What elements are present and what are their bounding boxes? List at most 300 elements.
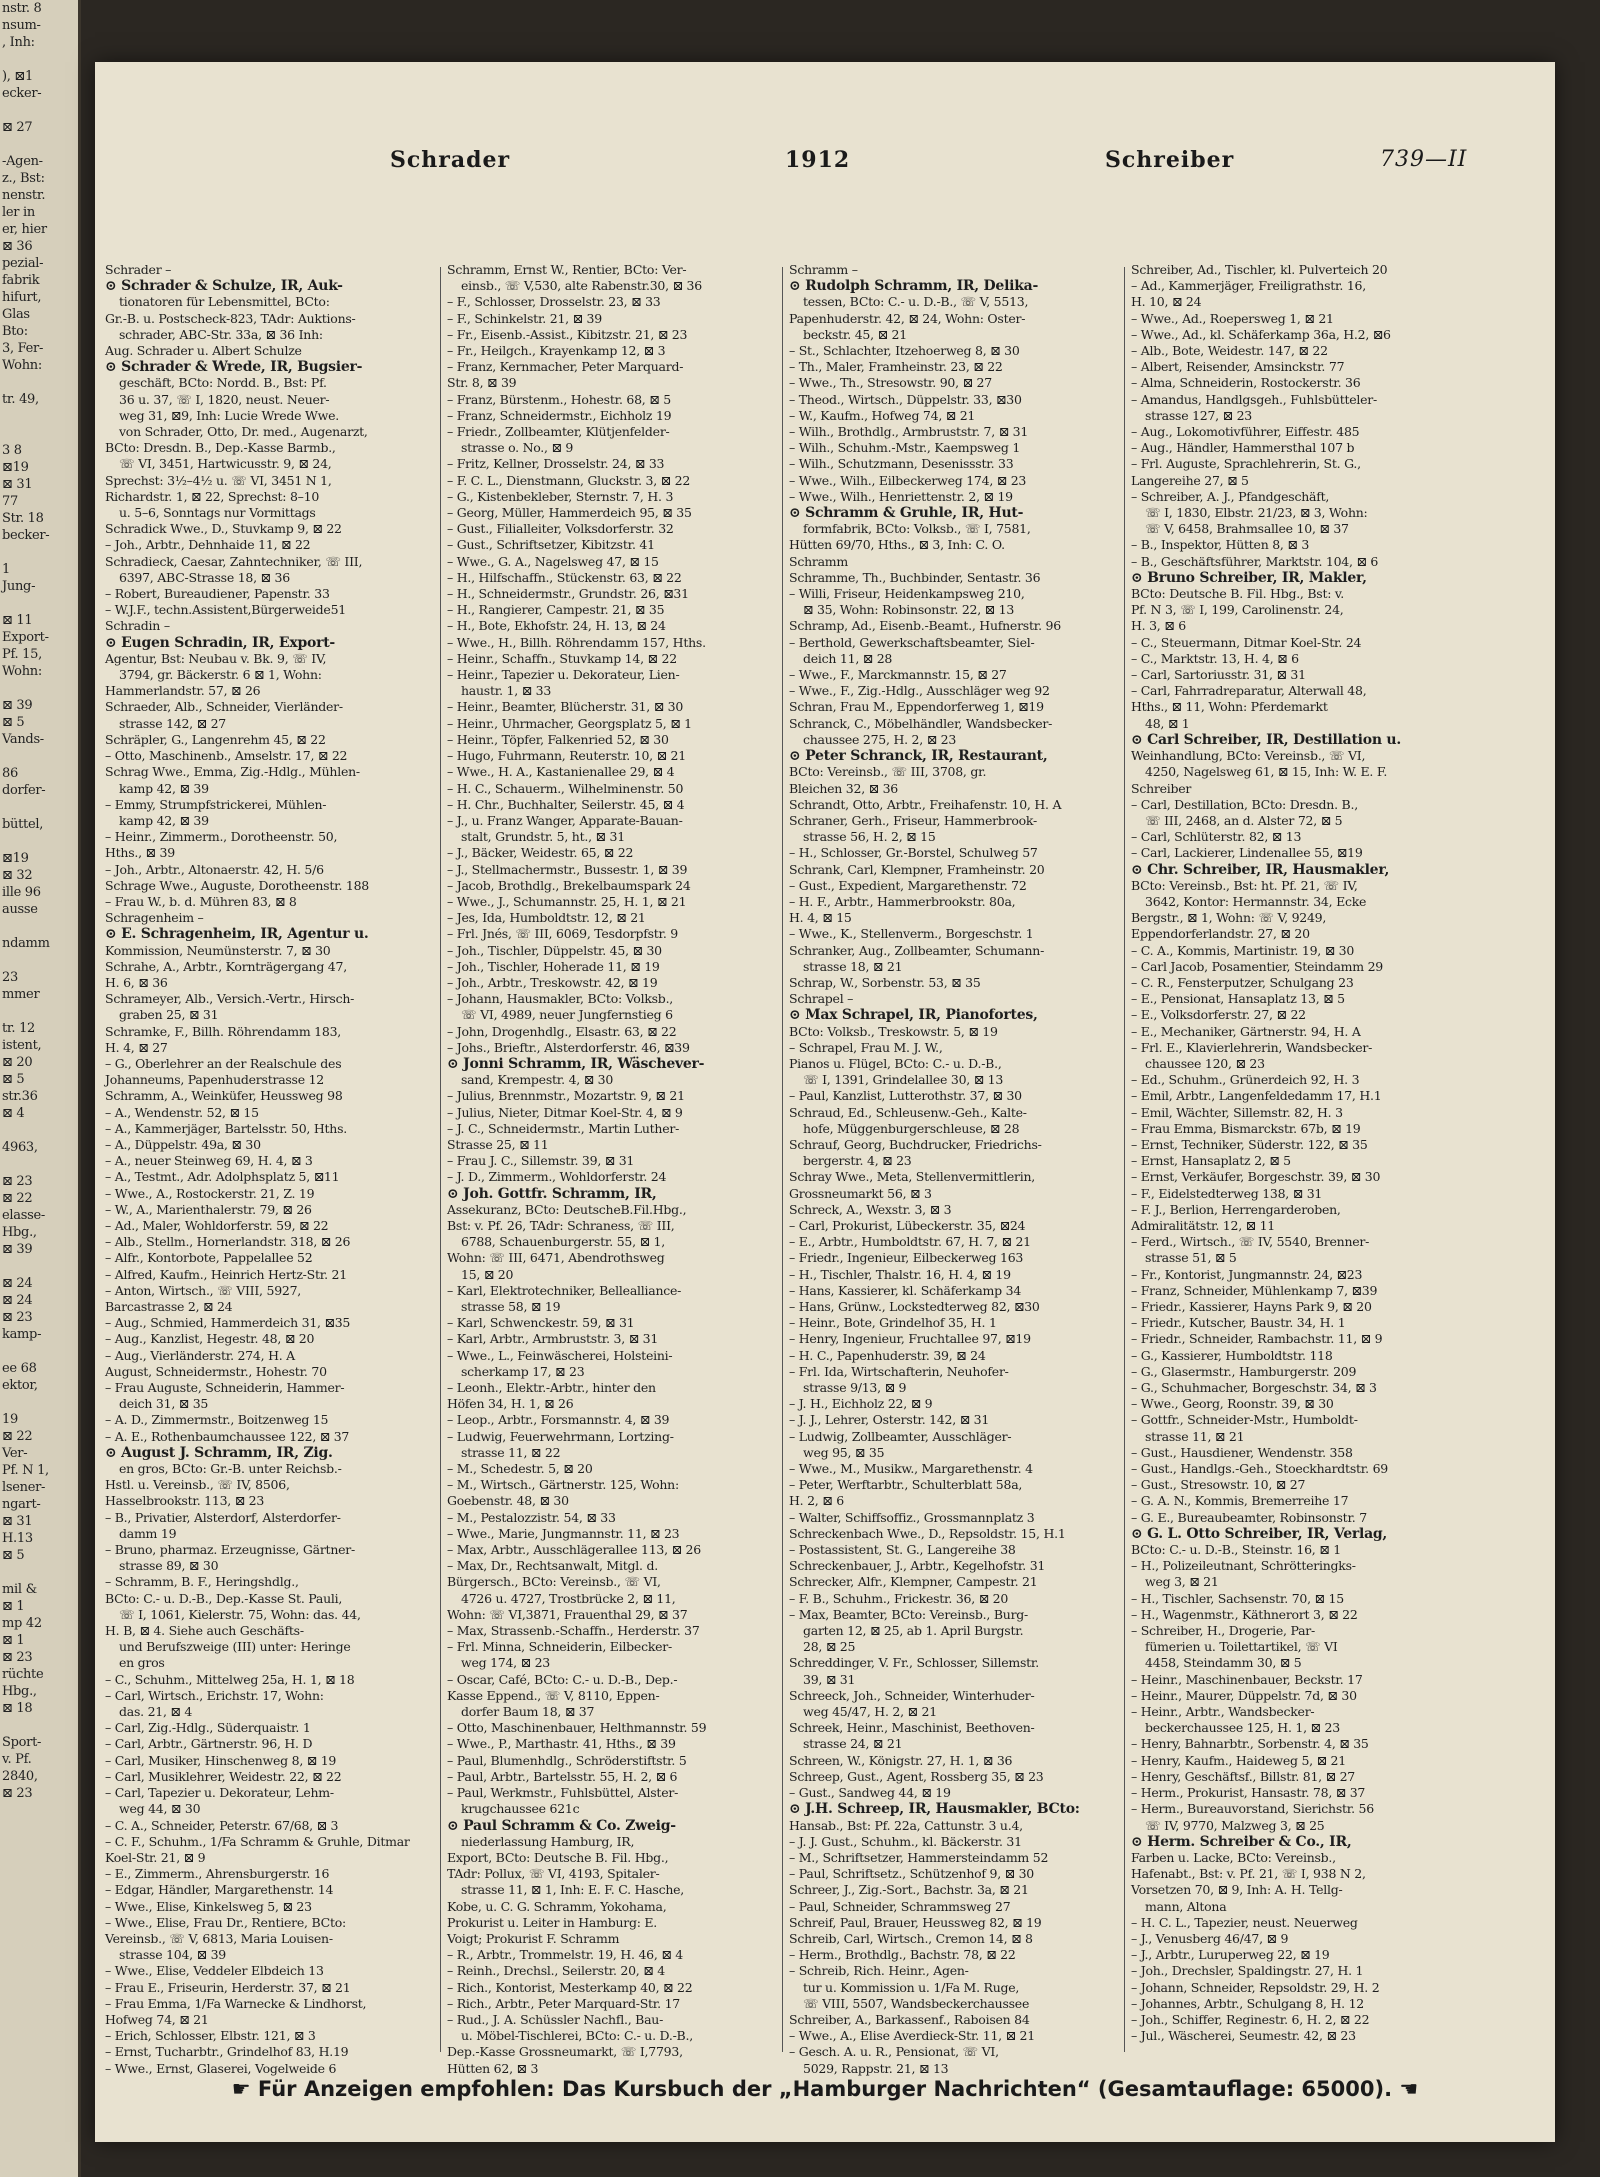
directory-entry-line: – Frau Emma, Bismarckstr. 67b, ⊠ 19 [1131, 1120, 1361, 1136]
directory-entry-line: – M., Pestalozzistr. 54, ⊠ 33 [447, 1509, 616, 1525]
margin-fragment: fabrik [2, 273, 40, 288]
directory-entry-line: – W., A., Marienthalerstr. 79, ⊠ 26 [105, 1201, 312, 1217]
directory-entry-line: Pianos u. Flügel, BCto: C.- u. D.-B., [789, 1055, 1002, 1071]
directory-entry-line: strasse 142, ⊠ 27 [119, 715, 226, 731]
directory-entry-line: – Gust., Expedient, Margarethenstr. 72 [789, 877, 1027, 893]
directory-entry-line: – Jacob, Brothdlg., Brekelbaumspark 24 [447, 877, 691, 893]
directory-entry-line: – Johs., Brieftr., Alsterdorferstr. 46, ⊠39 [447, 1039, 690, 1055]
directory-entry-line: Kasse Eppend., ☏ V, 8110, Eppen- [447, 1687, 660, 1703]
directory-entry-line: – Ludwig, Feuerwehrmann, Lortzing- [447, 1428, 674, 1444]
directory-entry-line: Schreiber, Ad., Tischler, kl. Pulverteich 20 [1131, 262, 1388, 277]
directory-entry-line: – Joh., Arbtr., Altonaerstr. 42, H. 5/6 [105, 861, 324, 877]
margin-fragment: ⊠ 4 [2, 1106, 25, 1121]
directory-entry-line: – F. J., Berlion, Herrengarderoben, [1131, 1201, 1341, 1217]
directory-entry-line: Pf. N 3, ☏ I, 199, Carolinenstr. 24, [1131, 602, 1344, 618]
directory-entry-line: ⊙ Jonni Schramm, IR, Wäschever- [447, 1055, 705, 1072]
directory-entry-line: deich 11, ⊠ 28 [803, 650, 893, 666]
directory-entry-line: – Wwe., Th., Stresowstr. 90, ⊠ 27 [789, 375, 992, 391]
directory-entry-line: – J. H., Eichholz 22, ⊠ 9 [789, 1396, 933, 1412]
directory-entry-line: – Johannes, Arbtr., Schulgang 8, H. 12 [1131, 1995, 1364, 2011]
directory-entry-line: weg 174, ⊠ 23 [461, 1655, 550, 1671]
directory-entry-line: – Carl, Destillation, BCto: Dresdn. B., [1131, 796, 1358, 812]
margin-fragment: ecker- [2, 86, 42, 101]
directory-entry-line: – Franz, Kernmacher, Peter Marquard- [447, 359, 684, 375]
directory-entry-line: ⊙ Bruno Schreiber, IR, Makler, [1131, 569, 1367, 586]
directory-entry-line: – Carl, Schlüterstr. 82, ⊠ 13 [1131, 829, 1302, 845]
directory-entry-line: Gr.-B. u. Postscheck-823, TAdr: Auktions- [105, 310, 356, 326]
margin-fragment: 1 [2, 562, 10, 577]
directory-entry-line: Schreep, Gust., Agent, Rossberg 35, ⊠ 23 [789, 1768, 1044, 1784]
directory-entry-line: – Aug., Lokomotivführer, Eiffestr. 485 [1131, 424, 1360, 440]
directory-entry-line: Johanneums, Papenhuderstrasse 12 [105, 1072, 325, 1088]
directory-entry-line: deich 31, ⊠ 35 [119, 1396, 209, 1412]
directory-entry-line: fümerien u. Toilettartikel, ☏ VI [1145, 1639, 1338, 1655]
directory-entry-line: – Th., Maler, Framheinstr. 23, ⊠ 22 [789, 359, 1003, 375]
directory-entry-line: – Friedr., Ingenieur, Eilbeckerweg 163 [789, 1250, 1024, 1266]
margin-fragment: mil & [2, 1582, 37, 1597]
directory-entry-line: strasse 89, ⊠ 30 [119, 1558, 219, 1574]
directory-entry-line: – Wwe., Elise, Frau Dr., Rentiere, BCto: [105, 1914, 346, 1930]
directory-entry-line: BCto: C.- u. D.-B., Steinstr. 16, ⊠ 1 [1131, 1542, 1341, 1558]
directory-entry-line: Schragenheim – [105, 910, 204, 926]
directory-entry-line: – Frl. E., Klavierlehrerin, Wandsbecker- [1131, 1039, 1373, 1055]
directory-entry-line: – Georg, Müller, Hammerdeich 95, ⊠ 35 [447, 505, 692, 521]
directory-entry-line: – Reinh., Drechsl., Seilerstr. 20, ⊠ 4 [447, 1963, 665, 1979]
margin-fragment: ⊠ 36 [2, 239, 33, 254]
directory-entry-line: – H., Polizeileutnant, Schrötteringks- [1131, 1558, 1356, 1574]
directory-entry-line: ⊙ Rudolph Schramm, IR, Delika- [789, 278, 1039, 295]
margin-fragment [0, 1156, 78, 1173]
directory-entry-line: Schramme, Th., Buchbinder, Sentastr. 36 [789, 569, 1041, 585]
directory-entry-line: – C. A., Schneider, Peterstr. 67/68, ⊠ 3 [105, 1817, 339, 1833]
margin-fragment: ), ⊠1 [2, 69, 34, 84]
directory-entry-line: – Anton, Wirtsch., ☏ VIII, 5927, [105, 1282, 302, 1298]
directory-entry-line: Vereinsb., ☏ V, 6813, Maria Louisen- [105, 1930, 333, 1946]
margin-fragment: ⊠ 22 [2, 1191, 33, 1206]
directory-entry-line: ☏ III, 2468, an d. Alster 72, ⊠ 5 [1145, 812, 1343, 828]
directory-entry-line: BCto: Vereinsb., ☏ III, 3708, gr. [789, 764, 987, 780]
directory-entry-line: – Albert, Reisender, Amsinckstr. 77 [1131, 359, 1345, 375]
margin-fragment: Wohn: [2, 664, 42, 679]
directory-entry-line: – A. D., Zimmermstr., Boitzenweg 15 [105, 1412, 329, 1428]
directory-entry-line: ⊙ G. L. Otto Schreiber, IR, Verlag, [1131, 1525, 1388, 1542]
directory-page [95, 62, 1555, 2142]
directory-entry-line: – Wwe., H., Billh. Röhrendamm 157, Hths. [447, 634, 706, 650]
directory-entry-line: – Frau W., b. d. Mühren 83, ⊠ 8 [105, 893, 297, 909]
directory-entry-line: – C., Marktstr. 13, H. 4, ⊠ 6 [1131, 650, 1299, 666]
margin-fragment: elasse- [2, 1208, 45, 1223]
directory-entry-line: strasse 51, ⊠ 5 [1145, 1250, 1237, 1266]
directory-entry-line: – Ferd., Wirtsch., ☏ IV, 5540, Brenner- [1131, 1234, 1370, 1250]
directory-entry-line: – J., Arbtr., Luruperweg 22, ⊠ 19 [1131, 1947, 1330, 1963]
directory-entry-line: Schräpler, G., Langenrehm 45, ⊠ 22 [105, 731, 326, 747]
directory-entry-line: – Ernst, Tucharbtr., Grindelhof 83, H.19 [105, 2044, 349, 2060]
directory-entry-line: – Wwe., H. A., Kastanienallee 29, ⊠ 4 [447, 764, 675, 780]
directory-entry-line: – Heinr., Arbtr., Wandsbecker- [1131, 1704, 1315, 1720]
directory-entry-line: – Schreiber, A. J., Pfandgeschäft, [1131, 488, 1330, 504]
margin-fragment [0, 748, 78, 765]
directory-entry-line: – Jul., Wäscherei, Seumestr. 42, ⊠ 23 [1131, 2028, 1356, 2044]
margin-fragment: mmer [2, 987, 40, 1002]
directory-entry-line: – Gesch. A. u. R., Pensionat, ☏ VI, [789, 2044, 999, 2060]
directory-entry-line: u. Möbel-Tischlerei, BCto: C.- u. D.-B., [461, 2028, 693, 2044]
directory-entry-line: weg 31, ⊠9, Inh: Lucie Wrede Wwe. [119, 407, 339, 423]
directory-entry-line: ⊙ J.H. Schreep, IR, Hausmakler, BCto: [789, 1801, 1080, 1818]
directory-entry-line: Richardstr. 1, ⊠ 22, Sprechst: 8–10 [105, 488, 320, 504]
directory-entry-line: – Bruno, pharmaz. Erzeugnisse, Gärtner- [105, 1542, 355, 1558]
directory-entry-line: – E., Zimmerm., Ahrensburgerstr. 16 [105, 1866, 330, 1882]
directory-entry-line: – Fr., Kontorist, Jungmannstr. 24, ⊠23 [1131, 1266, 1363, 1282]
margin-fragment: Glas [2, 307, 30, 322]
directory-entry-line: tessen, BCto: C.- u. D.-B., ☏ V, 5513, [803, 294, 1029, 310]
directory-entry-line: ⊙ Schrader & Wrede, IR, Bugsier- [105, 359, 363, 376]
directory-entry-line: ⊙ August J. Schramm, IR, Zig. [105, 1444, 333, 1461]
directory-entry-line: – Hans, Grünw., Lockstedterweg 82, ⊠30 [789, 1299, 1040, 1314]
directory-entry-line: graben 25, ⊠ 31 [119, 1007, 219, 1023]
directory-entry-line: ⊙ Max Schrapel, IR, Pianofortes, [789, 1007, 1038, 1024]
header-left-keyword: Schrader [390, 147, 511, 173]
directory-entry-line: weg 3, ⊠ 21 [1145, 1574, 1219, 1590]
directory-entry-line: dorfer Baum 18, ⊠ 37 [461, 1704, 595, 1720]
directory-entry-line: – Frau J. C., Sillemstr. 39, ⊠ 31 [447, 1153, 635, 1169]
directory-entry-line: – Wwe., Elise, Veddeler Elbdeich 13 [105, 1963, 324, 1979]
directory-entry-line: – Friedr., Kutscher, Baustr. 34, H. 1 [1131, 1315, 1346, 1331]
margin-fragment: ngart- [2, 1497, 41, 1512]
directory-entry-line: strasse o. No., ⊠ 9 [461, 440, 574, 456]
directory-entry-line: ⊠ 35, Wohn: Robinsonstr. 22, ⊠ 13 [803, 602, 1015, 618]
directory-entry-line: – Carl, Sartoriusstr. 31, ⊠ 31 [1131, 667, 1306, 683]
column-1 [105, 262, 435, 2076]
directory-entry-line: – Ad., Kammerjäger, Freiligrathstr. 16, [1131, 278, 1366, 294]
margin-fragment [0, 833, 78, 850]
directory-entry-line: beckerchaussee 125, H. 1, ⊠ 23 [1145, 1720, 1340, 1736]
directory-entry-line: – Carl, Arbtr., Gärtnerstr. 96, H. D [105, 1736, 313, 1752]
directory-entry-line: – J., Bäcker, Weidestr. 65, ⊠ 22 [447, 845, 634, 861]
margin-fragment: ⊠ 32 [2, 868, 33, 883]
directory-entry-line: – Edgar, Händler, Margarethenstr. 14 [105, 1882, 334, 1898]
directory-entry-line: – Wilh., Schuhm.-Mstr., Kaempsweg 1 [789, 440, 1021, 456]
directory-entry-line: – Heinr., Maurer, Düppelstr. 7d, ⊠ 30 [1131, 1687, 1357, 1703]
column-4 [1131, 262, 1461, 2052]
directory-entry-line: – Frl. Minna, Schneiderin, Eilbecker- [447, 1639, 672, 1655]
directory-entry-line: – Wwe., M., Musikw., Margarethenstr. 4 [789, 1461, 1033, 1477]
margin-fragment: ⊠ 22 [2, 1429, 33, 1444]
directory-entry-line: Str. 8, ⊠ 39 [447, 375, 517, 391]
directory-entry-line: – Joh., Drechsler, Spaldingstr. 27, H. 1 [1131, 1963, 1364, 1979]
directory-entry-line: chaussee 275, H. 2, ⊠ 23 [803, 731, 957, 747]
margin-fragment: ⊠ 5 [2, 715, 25, 730]
directory-entry-line: – Henry, Ingenieur, Fruchtallee 97, ⊠19 [789, 1331, 1031, 1347]
directory-entry-line: – A. E., Rothenbaumchaussee 122, ⊠ 37 [105, 1428, 350, 1444]
directory-entry-line: – Wwe., A., Rostockerstr. 21, Z. 19 [105, 1185, 315, 1201]
directory-entry-line: Schraeder, Alb., Schneider, Vierländer- [105, 699, 343, 715]
directory-entry-line: – Karl, Schwenckestr. 59, ⊠ 31 [447, 1315, 635, 1331]
directory-entry-line: – Franz, Schneider, Mühlenkamp 7, ⊠39 [1131, 1282, 1378, 1298]
header-right-keyword: Schreiber [1105, 147, 1235, 173]
directory-entry-line: – Erich, Schlosser, Elbstr. 121, ⊠ 3 [105, 2028, 316, 2044]
margin-fragment: Ver- [2, 1446, 28, 1461]
directory-entry-line: – Schreib, Rich. Heinr., Agen- [789, 1963, 969, 1979]
margin-fragment: ausse [2, 902, 38, 917]
directory-entry-line: – E., Arbtr., Humboldtstr. 67, H. 7, ⊠ 21 [789, 1234, 1031, 1250]
directory-entry-line: Eppendorferlandstr. 27, ⊠ 20 [1131, 926, 1310, 942]
directory-entry-line: – Wwe., L., Feinwäscherei, Holsteini- [447, 1347, 673, 1363]
directory-entry-line: beckstr. 45, ⊠ 21 [803, 326, 907, 342]
directory-entry-line: – Frl. Ida, Wirtschafterin, Neuhofer- [789, 1363, 1009, 1379]
directory-entry-line: – Alma, Schneiderin, Rostockerstr. 36 [1131, 375, 1361, 391]
directory-entry-line: Schrauf, Georg, Buchdrucker, Friedrichs- [789, 1136, 1042, 1152]
directory-entry-line: – Aug., Schmied, Hammerdeich 31, ⊠35 [105, 1315, 351, 1331]
page-header [95, 147, 1555, 187]
margin-fragment: 19 [2, 1412, 18, 1427]
directory-entry-line: Kobe, u. C. G. Schramm, Yokohama, [447, 1898, 667, 1914]
directory-entry-line: – Herm., Brothdlg., Bachstr. 78, ⊠ 22 [789, 1947, 1016, 1963]
directory-entry-line: BCto: Volksb., Treskowstr. 5, ⊠ 19 [789, 1023, 998, 1039]
directory-entry-line: Schraner, Gerh., Friseur, Hammerbrook- [789, 812, 1037, 828]
directory-entry-line: – H., Wagenmstr., Käthnerort 3, ⊠ 22 [1131, 1606, 1358, 1622]
directory-entry-line: – C. R., Fensterputzer, Schulgang 23 [1131, 974, 1354, 990]
column-divider [440, 267, 441, 2052]
directory-entry-line: 28, ⊠ 25 [803, 1639, 856, 1655]
directory-entry-line: BCto: Deutsche B. Fil. Hbg., Bst: v. [1131, 586, 1344, 602]
directory-entry-line: Hütten 69/70, Hths., ⊠ 3, Inh: C. O. [789, 537, 1005, 553]
directory-entry-line: garten 12, ⊠ 25, ab 1. April Burgstr. [803, 1623, 1024, 1639]
directory-entry-line: – C., Steuermann, Ditmar Koel-Str. 24 [1131, 634, 1362, 650]
directory-entry-line: – Gust., Schriftsetzer, Kibitzstr. 41 [447, 537, 655, 553]
directory-entry-line: – St., Schlachter, Itzehoerweg 8, ⊠ 30 [789, 343, 1020, 359]
directory-entry-line: – J., Stellmachermstr., Bussestr. 1, ⊠ 39 [447, 861, 688, 877]
margin-fragment: nsum- [2, 18, 41, 33]
directory-entry-line: – Carl, Wirtsch., Erichstr. 17, Wohn: [105, 1687, 324, 1703]
directory-entry-line: – J. J. Gust., Schuhm., kl. Bäckerstr. 31 [789, 1833, 1022, 1849]
header-year: 1912 [785, 147, 851, 173]
directory-entry-line: – Heinr., Maschinenbauer, Beckstr. 17 [1131, 1671, 1363, 1687]
directory-entry-line: – H., Bote, Ekhofstr. 24, H. 13, ⊠ 24 [447, 618, 666, 634]
directory-entry-line: – G., Kassierer, Humboldtstr. 118 [1131, 1347, 1333, 1363]
directory-entry-line: – A., Wendenstr. 52, ⊠ 15 [105, 1104, 259, 1120]
directory-entry-line: strasse 18, ⊠ 21 [803, 958, 903, 974]
directory-entry-line: – Wwe., A., Elise Averdieck-Str. 11, ⊠ 21 [789, 2028, 1035, 2044]
margin-fragment: ⊠19 [2, 851, 29, 866]
directory-entry-line: – F. C. L., Dienstmann, Gluckstr. 3, ⊠ 22 [447, 472, 691, 488]
directory-entry-line: – Amandus, Handlgsgeh., Fuhlsbütteler- [1131, 391, 1377, 407]
directory-entry-line: – Max, Strassenb.-Schaffn., Herderstr. 37 [447, 1623, 700, 1639]
directory-entry-line: – H. C., Schauerm., Wilhelminenstr. 50 [447, 780, 684, 796]
margin-fragment: rüchte [2, 1667, 44, 1682]
directory-entry-line: Schramm – [789, 262, 858, 277]
directory-entry-line: H. 4, ⊠ 15 [789, 910, 852, 926]
directory-entry-line: Schramp, Ad., Eisenb.-Beamt., Hufnerstr. 96 [789, 618, 1061, 634]
directory-entry-line: – Aug., Kanzlist, Hegestr. 48, ⊠ 20 [105, 1331, 315, 1347]
directory-entry-line: Schrank, Carl, Klempner, Framheinstr. 20 [789, 861, 1045, 877]
margin-fragment [0, 1003, 78, 1020]
margin-fragment: Pf. N 1, [2, 1463, 49, 1478]
margin-fragment: kamp- [2, 1327, 42, 1342]
directory-entry-line: Schrandt, Otto, Arbtr., Freihafenstr. 10, H. A [789, 796, 1062, 812]
directory-entry-line: – Frau E., Friseurin, Herderstr. 37, ⊠ 21 [105, 1979, 351, 1995]
directory-entry-line: – Karl, Arbtr., Armbruststr. 3, ⊠ 31 [447, 1331, 659, 1347]
margin-fragment: ⊠ 11 [2, 613, 33, 628]
directory-entry-line: Höfen 34, H. 1, ⊠ 26 [447, 1396, 574, 1412]
directory-entry-line: – Berthold, Gewerkschaftsbeamter, Siel- [789, 634, 1035, 650]
directory-entry-line: 39, ⊠ 31 [803, 1671, 856, 1687]
margin-fragment: ⊠ 24 [2, 1276, 33, 1291]
directory-entry-line: – Robert, Bureaudiener, Papenstr. 33 [105, 586, 330, 602]
directory-entry-line: – Julius, Nieter, Ditmar Koel-Str. 4, ⊠ 9 [447, 1104, 683, 1120]
directory-entry-line: Papenhuderstr. 42, ⊠ 24, Wohn: Oster- [789, 310, 1026, 326]
directory-entry-line: – H., Schneidermstr., Grundstr. 26, ⊠31 [447, 586, 689, 602]
margin-fragment: z., Bst: [2, 171, 45, 186]
directory-entry-line: 6788, Schauenburgerstr. 55, ⊠ 1, [461, 1234, 665, 1250]
directory-entry-line: – Hans, Kassierer, kl. Schäferkamp 34 [789, 1282, 1022, 1298]
margin-fragment: dorfer- [2, 783, 46, 798]
directory-entry-line: – Emil, Arbtr., Langenfeldedamm 17, H.1 [1131, 1088, 1382, 1104]
directory-entry-line: – Carl, Lackierer, Lindenallee 55, ⊠19 [1131, 845, 1363, 861]
directory-entry-line: – Wwe., Georg, Roonstr. 39, ⊠ 30 [1131, 1396, 1334, 1412]
margin-fragment: ⊠ 31 [2, 477, 33, 492]
directory-entry-line: – Emmy, Strumpfstrickerei, Mühlen- [105, 796, 327, 812]
directory-entry-line: – J. C., Schneidermstr., Martin Luther- [447, 1120, 680, 1136]
directory-entry-line: – A., Düppelstr. 49a, ⊠ 30 [105, 1136, 261, 1152]
directory-entry-line: tionatoren für Lebensmittel, BCto: [119, 294, 330, 310]
directory-entry-line: Schradieck, Caesar, Zahntechniker, ☏ III, [105, 553, 363, 569]
directory-entry-line: – Paul, Arbtr., Bartelsstr. 55, H. 2, ⊠ 6 [447, 1768, 678, 1784]
margin-fragment: ler in [2, 205, 35, 220]
directory-entry-line: Schramm, A., Weinküfer, Heussweg 98 [105, 1088, 343, 1104]
directory-entry-line: 5029, Rappstr. 21, ⊠ 13 [803, 2060, 949, 2076]
margin-fragment: 86 [2, 766, 18, 781]
margin-fragment [0, 425, 78, 442]
directory-entry-line: – Herm., Bureauvorstand, Sierichstr. 56 [1131, 1801, 1374, 1817]
directory-entry-line: – Gust., Filialleiter, Volksdorferstr. 32 [447, 521, 674, 537]
directory-entry-line: Grossneumarkt 56, ⊠ 3 [789, 1185, 932, 1201]
directory-entry-line: 15, ⊠ 20 [461, 1266, 514, 1282]
directory-entry-line: – E., Pensionat, Hansaplatz 13, ⊠ 5 [1131, 991, 1345, 1007]
directory-entry-line: – Wwe., Marie, Jungmannstr. 11, ⊠ 23 [447, 1525, 680, 1541]
directory-entry-line: – Heinr., Schaffn., Stuvkamp 14, ⊠ 22 [447, 650, 677, 666]
directory-entry-line: – Wwe., F., Zig.-Hdlg., Ausschläger weg 92 [789, 683, 1050, 699]
directory-entry-line: – H. C., Papenhuderstr. 39, ⊠ 24 [789, 1347, 986, 1363]
directory-entry-line: – Ernst, Verkäufer, Borgeschstr. 39, ⊠ 30 [1131, 1169, 1381, 1185]
margin-fragment [0, 1343, 78, 1360]
directory-entry-line: niederlassung Hamburg, IR, [461, 1833, 635, 1849]
directory-entry-line: Sprechst: 3½–4½ u. ☏ VI, 3451 N 1, [105, 472, 332, 488]
directory-entry-line: ⊙ Peter Schranck, IR, Restaurant, [789, 748, 1048, 765]
directory-entry-line: – Alb., Stellm., Hornerlandstr. 318, ⊠ 26 [105, 1234, 351, 1250]
directory-entry-line: – Peter, Werftarbtr., Schulterblatt 58a, [789, 1477, 1023, 1493]
directory-entry-line: – Heinr., Bote, Grindelhof 35, H. 1 [789, 1315, 997, 1331]
directory-entry-line: – Friedr., Schneider, Rambachstr. 11, ⊠ 9 [1131, 1331, 1383, 1347]
directory-entry-line: ⊙ Herm. Schreiber & Co., IR, [1131, 1833, 1352, 1850]
directory-entry-line: – M., Schriftsetzer, Hammersteindamm 52 [789, 1849, 1049, 1865]
directory-entry-line: Schreer, J., Zig.-Sort., Bachstr. 3a, ⊠ 21 [789, 1882, 1029, 1898]
margin-fragment: 3 8 [2, 443, 22, 458]
directory-entry-line: – Rud., J. A. Schüssler Nachfl., Bau- [447, 2011, 664, 2027]
directory-entry-line: – B., Privatier, Alsterdorf, Alsterdorfer- [105, 1509, 341, 1525]
margin-fragment: lsener- [2, 1480, 46, 1495]
directory-entry-line: schrader, ABC-Str. 33a, ⊠ 36 Inh: [119, 326, 323, 342]
directory-entry-line: Schreib, Carl, Wirtsch., Cremon 14, ⊠ 8 [789, 1930, 1033, 1946]
directory-entry-line: H. 10, ⊠ 24 [1131, 294, 1202, 310]
directory-entry-line: – Henry, Geschäftsf., Billstr. 81, ⊠ 27 [1131, 1768, 1355, 1784]
directory-entry-line: strasse 56, H. 2, ⊠ 15 [803, 829, 936, 845]
margin-fragment: Wohn: [2, 358, 42, 373]
directory-entry-line: ⊙ Schrader & Schulze, IR, Auk- [105, 278, 343, 295]
directory-entry-line: – H., Tischler, Thalstr. 16, H. 4, ⊠ 19 [789, 1266, 1011, 1282]
directory-entry-line: ⊙ E. Schragenheim, IR, Agentur u. [105, 926, 369, 943]
directory-entry-line: – Postassistent, St. G., Langereihe 38 [789, 1542, 1016, 1558]
directory-entry-line: 48, ⊠ 1 [1145, 715, 1190, 731]
margin-fragment: ⊠ 18 [2, 1701, 33, 1716]
directory-entry-line: ☏ V, 6458, Brahmsallee 10, ⊠ 37 [1145, 521, 1349, 537]
margin-fragment: 3, Fer- [2, 341, 44, 356]
directory-entry-line: Bergstr., ⊠ 1, Wohn: ☏ V, 9249, [1131, 910, 1327, 926]
directory-entry-line: – A., neuer Steinweg 69, H. 4, ⊠ 3 [105, 1153, 313, 1169]
directory-entry-line: – Johann, Schneider, Repsoldstr. 29, H. 2 [1131, 1979, 1380, 1995]
directory-entry-line: – Wilh., Schutzmann, Desenissstr. 33 [789, 456, 1014, 472]
directory-entry-line: – Wwe., Wilh., Henriettenstr. 2, ⊠ 19 [789, 488, 1013, 504]
directory-entry-line: ⊙ Schramm & Gruhle, IR, Hut- [789, 505, 1024, 522]
margin-fragment: er, hier [2, 222, 47, 237]
directory-entry-line: Export, BCto: Deutsche B. Fil. Hbg., [447, 1849, 669, 1865]
directory-entry-line: – Wwe., Ad., Roepersweg 1, ⊠ 21 [1131, 310, 1334, 326]
margin-fragment: hifurt, [2, 290, 42, 305]
directory-entry-line: – Aug., Händler, Hammersthal 107 b [1131, 440, 1355, 456]
directory-entry-line: – Gottfr., Schneider-Mstr., Humboldt- [1131, 1412, 1358, 1428]
directory-entry-line: – Oscar, Café, BCto: C.- u. D.-B., Dep.- [447, 1671, 678, 1687]
directory-entry-line: – B., Inspektor, Hütten 8, ⊠ 3 [1131, 537, 1310, 553]
margin-fragment [0, 102, 78, 119]
margin-fragment: ⊠ 23 [2, 1310, 33, 1325]
directory-entry-line: – Joh., Arbtr., Dehnhaide 11, ⊠ 22 [105, 537, 311, 553]
directory-entry-line: Schrag Wwe., Emma, Zig.-Hdlg., Mühlen- [105, 764, 360, 780]
directory-entry-line: – Alfr., Kontorbote, Pappelallee 52 [105, 1250, 313, 1266]
margin-fragment: mp 42 [2, 1616, 42, 1631]
directory-entry-line: – Henry, Kaufm., Haideweg 5, ⊠ 21 [1131, 1752, 1346, 1768]
margin-fragment: büttel, [2, 817, 44, 832]
margin-fragment [0, 1394, 78, 1411]
directory-entry-line: – Jes, Ida, Humboldtstr. 12, ⊠ 21 [447, 910, 646, 926]
directory-entry-line: – Ernst, Hansaplatz 2, ⊠ 5 [1131, 1153, 1291, 1169]
directory-entry-line: Kommission, Neumünsterstr. 7, ⊠ 30 [105, 942, 331, 958]
directory-entry-line: und Berufszweige (III) unter: Heringe [119, 1639, 351, 1655]
directory-entry-line: – Franz, Bürstenm., Hohestr. 68, ⊠ 5 [447, 391, 671, 407]
directory-entry-line: ☏ IV, 9770, Malzweg 3, ⊠ 25 [1145, 1817, 1325, 1833]
directory-entry-line: – Ad., Maler, Wohldorferstr. 59, ⊠ 22 [105, 1217, 329, 1233]
margin-fragment: v. Pf. [2, 1752, 32, 1767]
margin-fragment [0, 918, 78, 935]
directory-entry-line: Schrage Wwe., Auguste, Dorotheenstr. 188 [105, 877, 370, 893]
directory-entry-line: – Leonh., Elektr.-Arbtr., hinter den [447, 1380, 656, 1396]
margin-fragment: becker- [2, 528, 50, 543]
directory-entry-line: – Carl, Fahrradreparatur, Alterwall 48, [1131, 683, 1367, 699]
directory-entry-line: ☏ VI, 4989, neuer Jungfernstieg 6 [461, 1007, 673, 1023]
directory-entry-line: Vorsetzen 70, ⊠ 9, Inh: A. H. Tellg- [1131, 1882, 1343, 1898]
directory-entry-line: Schradin – [105, 618, 170, 634]
directory-entry-line: chaussee 120, ⊠ 23 [1145, 1055, 1265, 1071]
directory-entry-line: H. 3, ⊠ 6 [1131, 618, 1186, 634]
directory-entry-line: – E., Mechaniker, Gärtnerstr. 94, H. A [1131, 1023, 1361, 1039]
margin-fragment [0, 408, 78, 425]
directory-entry-line: Hasselbrookstr. 113, ⊠ 23 [105, 1493, 265, 1509]
directory-entry-line: Schranker, Aug., Zollbeamter, Schumann- [789, 942, 1045, 958]
directory-entry-line: – Schreiber, H., Drogerie, Par- [1131, 1623, 1315, 1639]
directory-entry-line: – Theod., Wirtsch., Düppelstr. 33, ⊠30 [789, 391, 1022, 407]
margin-fragment: ⊠ 5 [2, 1548, 25, 1563]
directory-entry-line: kamp 42, ⊠ 39 [119, 780, 209, 796]
directory-entry-line: – G. E., Bureaubeamter, Robinsonstr. 7 [1131, 1509, 1367, 1525]
column-divider [782, 267, 783, 2052]
